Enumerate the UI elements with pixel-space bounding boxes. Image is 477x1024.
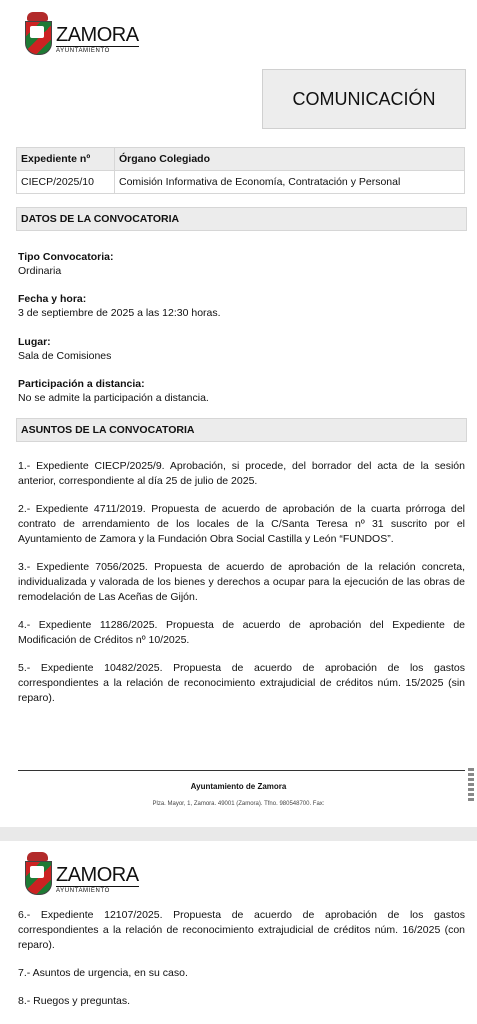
footer-address: Plza. Mayor, 1, Zamora. 49001 (Zamora). Tfno. 980548700. Fax: (152, 801, 325, 807)
logo-subtitle: AYUNTAMIENTO (56, 886, 139, 894)
cell-expediente: CIECP/2025/10 (17, 171, 115, 194)
participacion-label: Participación a distancia: (18, 378, 145, 390)
fecha-value: 3 de septiembre de 2025 a las 12:30 horas. (18, 307, 221, 319)
logo-title: ZAMORA (56, 24, 139, 46)
tipo-label: Tipo Convocatoria: (18, 251, 114, 263)
list-item: 8.- Ruegos y preguntas. (18, 995, 131, 1007)
asuntos-list (18, 459, 465, 719)
lugar-value: Sala de Comisiones (18, 350, 112, 362)
footer-org: Ayuntamiento de Zamora (190, 782, 287, 791)
header-organo: Órgano Colegiado (115, 148, 465, 171)
expediente-table (16, 147, 465, 194)
lugar-label: Lugar: (18, 336, 51, 348)
list-item: 1.- Expediente CIECP/2025/9. Aprobación, si procede, del borrador del acta de la sesión anterior, correspondiente al día 25 de julio de 2025. (18, 460, 465, 487)
datos-heading: DATOS DE LA CONVOCATORIA (16, 207, 467, 231)
field-lugar (18, 335, 111, 363)
coat-of-arms-icon (24, 12, 51, 55)
logo-title: ZAMORA (56, 864, 139, 886)
list-item: 3.- Expediente 7056/2025. Propuesta de acuerdo de aprobación de la relación concreta, individualizada y valorada de los bienes y derechos a ocupar para la ejecución de las obras de remodelación de Las Aceñas de Gijón. (18, 561, 465, 603)
zamora-logo (24, 852, 139, 895)
field-participacion (18, 377, 209, 405)
comunicacion-title-box: COMUNICACIÓN (262, 69, 466, 129)
header-expediente: Expediente nº (17, 148, 115, 171)
asuntos-list-continued (18, 908, 465, 1022)
list-item: 6.- Expediente 12107/2025. Propuesta de acuerdo de aprobación de los gastos correspondientes a la relación de reconocimiento extrajudicial de créditos núm. 16/2025 (con reparo). (18, 909, 465, 951)
zamora-logo (24, 12, 139, 55)
list-item: 7.- Asuntos de urgencia, en su caso. (18, 967, 188, 979)
verification-strip (468, 768, 474, 802)
asuntos-heading: ASUNTOS DE LA CONVOCATORIA (16, 418, 467, 442)
field-fecha (18, 292, 221, 320)
cell-organo: Comisión Informativa de Economía, Contratación y Personal (115, 171, 465, 194)
list-item: 5.- Expediente 10482/2025. Propuesta de acuerdo de aprobación de los gastos correspondientes a la relación de reconocimiento extrajudicial de créditos núm. 15/2025 (sin reparo). (18, 662, 465, 704)
table-row (17, 171, 465, 194)
list-item: 4.- Expediente 11286/2025. Propuesta de acuerdo de aprobación del Expediente de Modificación de Créditos nº 10/2025. (18, 619, 465, 646)
list-item: 2.- Expediente 4711/2019. Propuesta de acuerdo de aprobación de la cuarta prórroga del contrato de arrendamiento de los locales de la C/Santa Teresa nº 31 suscrito por el Ayuntamiento de Zamora y la Fundación Obra Social Castilla y León “FUNDOS”. (18, 503, 465, 545)
field-tipo (18, 250, 113, 278)
document-page-2 (0, 841, 477, 1024)
participacion-value: No se admite la participación a distancia. (18, 392, 209, 404)
coat-of-arms-icon (24, 852, 51, 895)
footer-divider (18, 770, 465, 771)
fecha-label: Fecha y hora: (18, 293, 87, 305)
table-header-row (17, 148, 465, 171)
logo-subtitle: AYUNTAMIENTO (56, 46, 139, 54)
tipo-value: Ordinaria (18, 265, 62, 277)
